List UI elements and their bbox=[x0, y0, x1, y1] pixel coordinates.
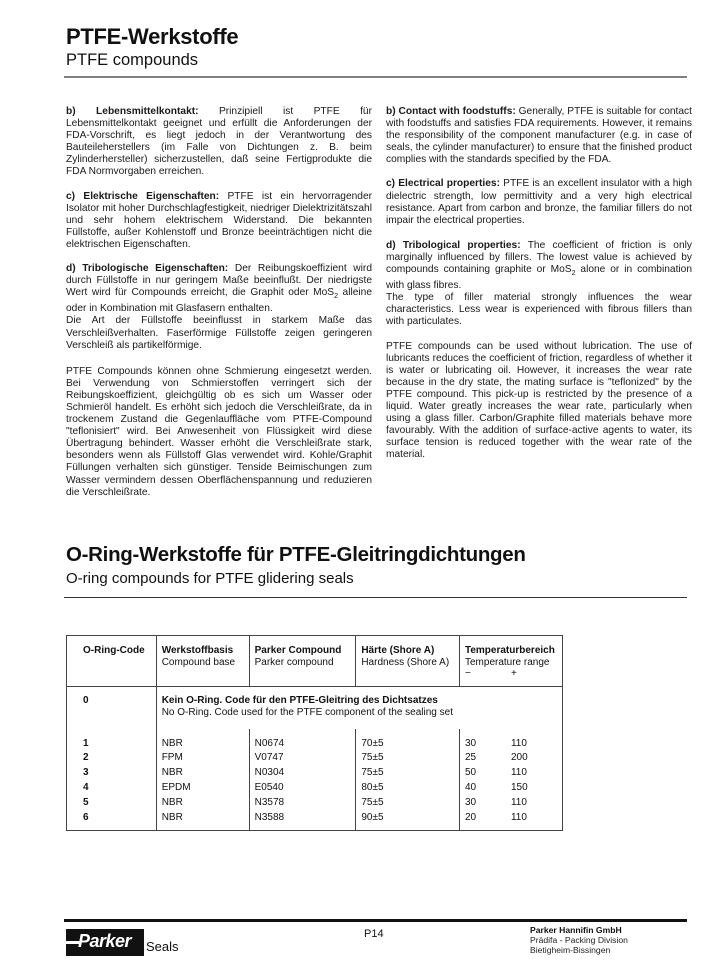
company-name: Parker Hannifin GmbH bbox=[530, 925, 622, 935]
cell-compound: N0304 bbox=[249, 766, 356, 781]
company-division: Prädifa - Packing Division bbox=[530, 935, 628, 945]
tribological-heading-de: d) Tribologische Eigenschaften: bbox=[66, 263, 229, 275]
company-location: Bietigheim-Bissingen bbox=[530, 945, 611, 955]
header-compound-base bbox=[156, 636, 249, 687]
tribological-heading-en: d) Tribological properties: bbox=[386, 239, 521, 251]
header-parker-compound bbox=[249, 636, 356, 687]
no-oring-note-de: Kein O-Ring. Code für den PTFE-Gleitring des Dichtsatzes bbox=[161, 694, 438, 706]
tribological-paragraph-en bbox=[386, 240, 692, 292]
table-row bbox=[67, 751, 563, 766]
cell-hardness: 75±5 bbox=[356, 796, 460, 811]
electrical-heading-de: c) Elektrische Eigenschaften: bbox=[66, 190, 220, 202]
cell-temp-max: 200 bbox=[510, 752, 528, 764]
cell-compound: N3578 bbox=[249, 796, 356, 811]
cell-no-oring-note bbox=[156, 686, 562, 729]
electrical-paragraph-de bbox=[66, 191, 372, 251]
logo-suffix: Seals bbox=[146, 939, 179, 954]
cell-code: 1 bbox=[67, 729, 157, 752]
header-divider bbox=[64, 76, 687, 78]
food-contact-paragraph-de bbox=[66, 106, 372, 179]
header-label: Werkstoffbasis bbox=[161, 645, 234, 656]
cell-base: NBR bbox=[156, 796, 249, 811]
english-column bbox=[386, 106, 692, 473]
cell-temp-min: 40 bbox=[464, 782, 477, 794]
oring-compounds-table bbox=[66, 635, 563, 831]
electrical-paragraph-en bbox=[386, 178, 692, 226]
food-contact-heading-de: b) Lebensmittelkontakt: bbox=[66, 106, 199, 117]
electrical-heading-en: c) Electrical properties: bbox=[386, 178, 500, 190]
cell-temp-min: 25 bbox=[464, 752, 477, 764]
header-hardness bbox=[356, 636, 460, 687]
cell-hardness: 70±5 bbox=[356, 729, 460, 752]
cell-hardness: 75±5 bbox=[356, 766, 460, 781]
lubrication-paragraph-de: PTFE Compounds können ohne Schmierung eingesetzt werden. Bei Verwendung von Schmierstoffen verringert sich der Reibungskoeffizient, gleichgültig ob es sich um Wasser oder Schmieröl handelt. Es erhöht sich jedoch die Verschleißrate, da in trockenem Zustand die Gegenlauffläche vom PTFE-Compound "teflonisiert" wird. Bei Anwesenheit von Flüssigkeit wird diese Übertragung behindert. Wasser erhöht die Verschleißrate stark, besonders wenn als Füllstoff Glas verwendet wird. Kohle/Graphit Füllungen verhalten sich günstiger. Tenside Beimischungen zum Wasser vermindern dessen Oberflächenspannung und reduzieren die Verschleißrate. bbox=[66, 365, 372, 498]
header-label: Temperaturbereich bbox=[464, 645, 555, 656]
page-subtitle: PTFE compounds bbox=[66, 51, 199, 69]
cell-base: NBR bbox=[156, 766, 249, 781]
cell-temperature bbox=[459, 751, 562, 766]
header-label: O-Ring-Code bbox=[83, 645, 145, 656]
food-contact-text-en: Generally, PTFE is suitable for contact with foodstuffs and satisfies FDA requirements. However, it remains the responsibility of the component manufacturer (e.g. in case of seals, the cylinder manufacturer) to ensure that the finished product complies with the standards specified by the FDA. bbox=[386, 106, 692, 166]
electrical-text-en: PTFE is an excellent insulator with a high dielectric strength, low permittivity and a very high electrical resistance. Apart from carbon and bronze, the familiar fillers do not impair the electrical properties. bbox=[386, 178, 692, 226]
cell-base: NBR bbox=[156, 811, 249, 830]
electrical-text-de: PTFE ist ein hervorragender Isolator mit hoher Durchschlagfestigkeit, niedriger Dielektrizitätszahl und sehr hohem elektrischem Widerstand. Die bekannten Füllstoffe, außer Kohlenstoff und Bronze beeinträchtigen nicht die elektrischen Eigenschaften. bbox=[66, 190, 372, 250]
cell-temp-min: 20 bbox=[464, 812, 477, 824]
subscript: 2 bbox=[571, 270, 576, 278]
subscript: 2 bbox=[334, 293, 339, 301]
tribological-text-en-2: alone or in combination with glass fibres. bbox=[386, 264, 692, 292]
german-column bbox=[66, 106, 372, 511]
tribological-text-en: The coefficient of friction is only marginally influenced by fillers. The lowest value is achieved by compounds containing graphite or MoS bbox=[386, 239, 692, 276]
table-row-no-oring bbox=[67, 686, 563, 729]
cell-hardness: 80±5 bbox=[356, 781, 460, 796]
cell-temp-min: 30 bbox=[464, 797, 477, 809]
food-contact-paragraph-en bbox=[386, 106, 692, 166]
table-header-row bbox=[67, 636, 563, 687]
header-sublabel: Temperature range bbox=[464, 656, 550, 668]
tribological-text-de: Der Reibungskoeffizient wird durch Füllstoffe in nur geringem Maße beeinflußt. Der niedrigste Wert wird für Compounds erreicht, die Graphit oder MoS bbox=[66, 263, 372, 299]
tribological-paragraph-de bbox=[66, 263, 372, 315]
header-label: Härte (Shore A) bbox=[361, 645, 435, 656]
table-row bbox=[67, 781, 563, 796]
food-contact-text-de: Prinzipiell ist PTFE für Lebensmittelkontakt geeignet und erfüllt die Anforderungen der FDA-Vorschrift, es liegt jedoch in der Verantwortung des Bauteileherstellers (im Falle von Dichtungen z. B. beim Zylinderhersteller) sicherzustellen, daß seine Fertigprodukte die FDA Normvorgaben erreichen. bbox=[66, 106, 372, 178]
cell-code: 0 bbox=[67, 686, 157, 729]
cell-temperature bbox=[459, 796, 562, 811]
cell-base: FPM bbox=[156, 751, 249, 766]
cell-code: 6 bbox=[67, 811, 157, 830]
cell-code: 3 bbox=[67, 766, 157, 781]
cell-base: EPDM bbox=[156, 781, 249, 796]
section-divider bbox=[64, 597, 687, 598]
cell-compound: N3588 bbox=[249, 811, 356, 830]
page-number: P14 bbox=[364, 928, 384, 940]
temp-max-label: + bbox=[510, 668, 517, 679]
parker-logo-text: Parker bbox=[78, 931, 132, 951]
header-sublabel: Parker compound bbox=[254, 656, 334, 668]
header-sublabel: Compound base bbox=[161, 656, 236, 668]
company-info bbox=[530, 925, 628, 955]
temp-minmax-labels bbox=[465, 668, 557, 680]
cell-temp-max: 150 bbox=[510, 782, 528, 794]
header-sublabel: Hardness (Shore A) bbox=[361, 656, 450, 668]
cell-hardness: 90±5 bbox=[356, 811, 460, 830]
cell-base: NBR bbox=[156, 729, 249, 752]
table-row bbox=[67, 729, 563, 752]
cell-code: 4 bbox=[67, 781, 157, 796]
header-label: Parker Compound bbox=[254, 645, 342, 656]
cell-temp-max: 110 bbox=[510, 737, 527, 749]
cell-compound: N0674 bbox=[249, 729, 356, 752]
tribological-text-de-2: alleine oder in Kombination mit Glasfasern enthalten. bbox=[66, 287, 372, 315]
section-title: O-Ring-Werkstoffe für PTFE-Gleitringdichtungen bbox=[66, 543, 526, 566]
cell-temp-min: 30 bbox=[464, 737, 477, 749]
cell-temperature bbox=[459, 781, 562, 796]
cell-temp-max: 110 bbox=[510, 812, 527, 824]
cell-compound: V0747 bbox=[249, 751, 356, 766]
wear-paragraph-en: The type of filler material strongly influences the wear characteristics. Less wear is experienced with fibrous fillers than with particulates. bbox=[386, 292, 692, 328]
cell-code: 5 bbox=[67, 796, 157, 811]
table-row bbox=[67, 811, 563, 830]
cell-temperature bbox=[459, 729, 562, 752]
wear-paragraph-de: Die Art der Füllstoffe beeinflusst in starkem Maße das Verschleißverhalten. Faserförmige Füllstoffe zeigen geringeren Verschleiß als partikelförmige. bbox=[66, 315, 372, 351]
table-row bbox=[67, 796, 563, 811]
cell-code: 2 bbox=[67, 751, 157, 766]
page-title: PTFE-Werkstoffe bbox=[66, 24, 239, 49]
cell-hardness: 75±5 bbox=[356, 751, 460, 766]
lubrication-paragraph-en: PTFE compounds can be used without lubrication. The use of lubricants reduces the coefficient of friction, regardless of whether it is water or lubricating oil. However, it increases the wear rate because in the dry state, the mating surface is "teflonized" by the PTFE compound. This pick-up is restricted by the presence of a liquid. Water greatly increases the wear rate, particularly when using a glass filler. Carbon/Graphite filled materials behave more favourably. With the addition of surface-active agents to water, its surface tension is reduced together with the wear rate of the material. bbox=[386, 340, 692, 461]
table-row bbox=[67, 766, 563, 781]
food-contact-heading-en: b) Contact with foodstuffs: bbox=[386, 106, 516, 117]
temp-min-label: − bbox=[464, 668, 471, 679]
cell-temp-max: 110 bbox=[510, 797, 527, 809]
cell-temperature bbox=[459, 766, 562, 781]
cell-compound: E0540 bbox=[249, 781, 356, 796]
cell-temp-max: 110 bbox=[510, 767, 527, 779]
section-subtitle: O-ring compounds for PTFE glidering seals bbox=[66, 570, 354, 587]
header-oring-code bbox=[67, 636, 157, 687]
cell-temp-min: 50 bbox=[464, 767, 477, 779]
footer-divider bbox=[64, 919, 687, 922]
no-oring-note-en: No O-Ring. Code used for the PTFE component of the sealing set bbox=[161, 706, 453, 718]
cell-temperature bbox=[459, 811, 562, 830]
header-temperature-range bbox=[459, 636, 562, 687]
